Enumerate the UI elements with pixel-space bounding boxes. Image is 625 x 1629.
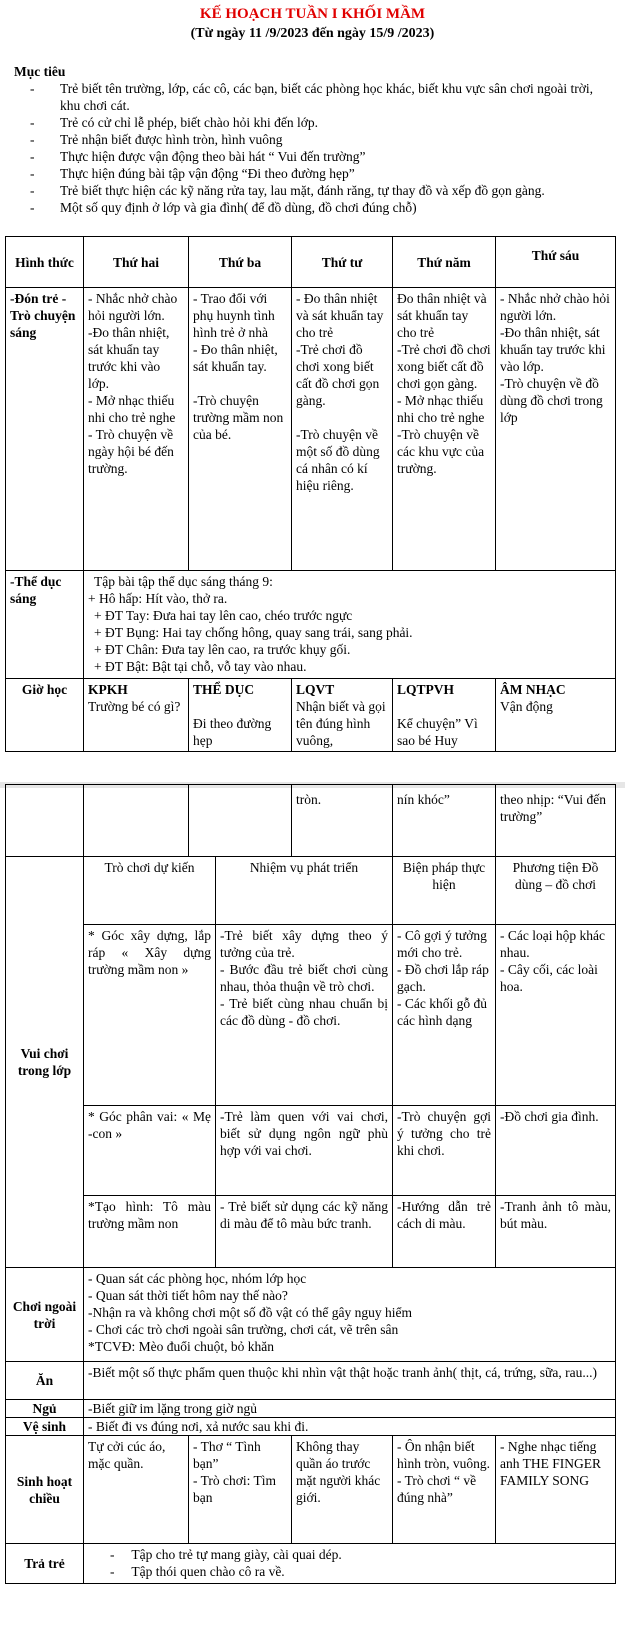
row-label-lessons: Giờ học: [6, 679, 84, 752]
plan-subtitle: (Từ ngày 11 /9/2023 đến ngày 15/9 /2023): [190, 26, 435, 41]
lesson-tuesday: [189, 679, 292, 752]
play-tools: -Đồ chơi gia đình.: [496, 1106, 616, 1196]
return-line: - Tập thói quen chào cô ra về.: [110, 1564, 285, 1579]
objective-item: - Thực hiện được vận động theo bài hát “ Vui đến trường”: [30, 148, 605, 165]
page-1: [0, 0, 625, 782]
play-method-line: - Cô gợi ý tưởng mới cho trẻ.: [397, 928, 487, 960]
header-friday: Thứ sáu: [496, 237, 616, 288]
objective-item: - Trẻ có cử chỉ lễ phép, biết chào hỏi khi đến lớp.: [30, 114, 605, 131]
eat-content: -Biết một số thực phẩm quen thuộc khi nhìn vật thật hoặc tranh ảnh( thịt, cá, trứng, sữa, rau...): [84, 1362, 616, 1400]
play-game: * Góc xây dựng, lắp ráp « Xây dựng trường mầm non »: [84, 925, 216, 1106]
objectives-list: [30, 80, 605, 216]
play-header-method: Biện pháp thực hiện: [393, 857, 496, 925]
hygiene-content: - Biết đi vs đúng nơi, xả nước sau khi đi.: [84, 1418, 616, 1436]
afternoon-wednesday: Không thay quần áo trước mặt người khác giới.: [292, 1436, 393, 1544]
welcome-thursday-line: -Trẻ chơi đồ chơi xong biết cất đồ chơi gọn gàng.: [397, 342, 491, 391]
welcome-monday: [84, 288, 189, 571]
lesson-text: Kể chuyện” Vì sao bé Huy: [397, 716, 478, 748]
lesson-subject: ÂM NHẠC: [500, 682, 566, 697]
outdoor-content: [84, 1268, 616, 1362]
play-task-line: -Trẻ biết xây dựng theo ý tưởng của trẻ.: [220, 928, 388, 960]
play-header-game: Trò chơi dự kiến: [84, 857, 216, 925]
afternoon-friday: - Nghe nhạc tiếng anh THE FINGER FAMILY SONG: [496, 1436, 616, 1544]
lesson-monday: [84, 679, 189, 752]
play-task: [216, 925, 393, 1106]
welcome-tuesday-spacer: [193, 375, 287, 392]
play-task-line: - Bước đầu trẻ biết chơi cùng nhau, thỏa thuận về trò chơi.: [220, 962, 388, 994]
play-method-line: - Các khối gỗ đủ các hình dạng: [397, 996, 487, 1028]
exercise-line: + ĐT Chân: Đưa tay lên cao, ra trước khụy gối.: [94, 642, 351, 657]
objective-item: - Trẻ biết tên trường, lớp, các cô, các bạn, biết các phòng học khác, biết khu vực sân chơi ngoài trời, khu chơi cát.: [30, 80, 605, 114]
lesson-text: Trường bé có gì?: [88, 699, 181, 714]
outdoor-line: - Chơi các trò chơi ngoài sân trường, chơi cát, vẽ trên sân: [88, 1322, 399, 1337]
exercise-line: + Hô hấp: Hít vào, thở ra.: [88, 591, 228, 606]
objective-item: - Một số quy định ở lớp và gia đình( để đồ dùng, đồ chơi đúng chỗ): [30, 199, 605, 216]
lesson-text: Vận động: [500, 699, 553, 714]
exercise-content: [84, 571, 616, 679]
row-label-eat: Ăn: [6, 1362, 84, 1400]
lesson-subject: THỂ DỤC: [193, 682, 255, 697]
row-label-play: Vui chơi trong lớp: [6, 857, 84, 1268]
lesson-cont-label: [6, 785, 84, 857]
return-line: - Tập cho trẻ tự mang giày, cài quai dép.: [110, 1547, 342, 1562]
afternoon-line: - Thơ “ Tình bạn”: [193, 1439, 261, 1471]
welcome-thursday-line: -Trò chuyện về các khu vực của trường.: [397, 427, 485, 476]
header-form: Hình thức: [6, 237, 84, 288]
welcome-wednesday-spacer: [296, 409, 388, 426]
return-content: [84, 1544, 616, 1584]
welcome-monday-line: - Nhắc nhở chào hỏi người lớn.: [88, 291, 178, 323]
lesson-subject: LQVT: [296, 682, 335, 697]
play-tools-line: - Cây cối, các loài hoa.: [500, 962, 598, 994]
welcome-tuesday: [189, 288, 292, 571]
objectives-heading: Mục tiêu: [14, 64, 66, 79]
play-game: * Góc phân vai: « Mẹ -con »: [84, 1106, 216, 1196]
afternoon-tuesday: [189, 1436, 292, 1544]
welcome-tuesday-line: -Trò chuyện trường mầm non của bé.: [193, 393, 284, 442]
return-line-text: Tập thói quen chào cô ra về.: [131, 1564, 285, 1579]
welcome-monday-line: -Đo thân nhiệt, sát khuẩn tay trước khi vào lớp.: [88, 325, 170, 391]
header-monday: Thứ hai: [84, 237, 189, 288]
afternoon-line: - Trò chơi: Tìm bạn: [193, 1473, 277, 1505]
exercise-line: Tập bài tập thể dục sáng tháng 9:: [94, 574, 273, 589]
lesson-text: Nhận biết và gọi tên đúng hình vuông,: [296, 699, 386, 748]
objective-item: - Trẻ nhận biết được hình tròn, hình vuông: [30, 131, 605, 148]
welcome-thursday: [393, 288, 496, 571]
play-task: -Trẻ làm quen với vai chơi, biết sử dụng ngôn ngữ phù hợp với vai chơi.: [216, 1106, 393, 1196]
outdoor-line: - Quan sát thời tiết hôm nay thế nào?: [88, 1288, 288, 1303]
lesson-cont-monday: [84, 785, 189, 857]
afternoon-line: - Trò chơi “ về đúng nhà”: [397, 1473, 477, 1505]
play-method-line: - Đồ chơi lắp ráp gạch.: [397, 962, 489, 994]
welcome-wednesday-line: -Trẻ chơi đồ chơi xong biết cất đồ chơi gọn gàng.: [296, 342, 380, 408]
welcome-friday: [496, 288, 616, 571]
play-method: -Hướng dẫn trẻ cách di màu.: [393, 1196, 496, 1268]
lesson-friday: [496, 679, 616, 752]
plan-title: KẾ HOẠCH TUẦN I KHỐI MẦM: [199, 6, 426, 22]
welcome-monday-line: - Mở nhạc thiếu nhi cho trẻ nghe: [88, 393, 176, 425]
play-header-task: Nhiệm vụ phát triển: [216, 857, 393, 925]
welcome-tuesday-line: - Đo thân nhiệt, sát khuẩn tay.: [193, 342, 278, 374]
header-thursday: Thứ năm: [393, 237, 496, 288]
page-2: [0, 788, 625, 1629]
lesson-cont-thursday: [393, 785, 496, 857]
row-label-hygiene: Vệ sinh: [6, 1418, 84, 1436]
exercise-line: + ĐT Bụng: Hai tay chống hông, quay sang trái, sang phải.: [94, 625, 413, 640]
objective-item: - Thực hiện đúng bài tập vận động “Đi theo đường hẹp”: [30, 165, 605, 182]
play-task: - Trẻ biết sử dụng các kỹ năng di màu để tô màu bức tranh.: [216, 1196, 393, 1268]
plan-table-part-1: [5, 236, 616, 752]
row-label-outdoor: Chơi ngoài trời: [6, 1268, 84, 1362]
exercise-line: + ĐT Tay: Đưa hai tay lên cao, chéo trước ngực: [94, 608, 353, 623]
play-tools: -Tranh ảnh tô màu, bút màu.: [496, 1196, 616, 1268]
welcome-monday-line: - Trò chuyện về ngày hội bé đến trường.: [88, 427, 174, 476]
welcome-friday-line: -Trò chuyện về đồ dùng đồ chơi trong lớp: [500, 376, 603, 425]
lesson-cont-wednesday: [292, 785, 393, 857]
afternoon-line: - Ôn nhận biết hình tròn, vuông.: [397, 1439, 490, 1471]
welcome-wednesday-line: - Đo thân nhiệt và sát khuẩn tay cho trẻ: [296, 291, 384, 340]
afternoon-thursday: [393, 1436, 496, 1544]
welcome-friday-line: -Đo thân nhiệt, sát khuẩn tay trước khi vào lớp.: [500, 325, 606, 374]
lesson-cont-friday: [496, 785, 616, 857]
lesson-text: nín khóc”: [397, 792, 450, 807]
row-label-exercise: -Thể dục sáng: [6, 571, 84, 679]
objective-item: - Trẻ biết thực hiện các kỹ năng rửa tay, lau mặt, đánh răng, tự thay đồ và xếp đồ gọn gàng.: [30, 182, 605, 199]
welcome-tuesday-line: - Trao đổi với phụ huynh tình hình trẻ ở nhà: [193, 291, 275, 340]
lesson-text: theo nhịp: “Vui đến trường”: [500, 792, 607, 824]
header-wednesday: Thứ tư: [292, 237, 393, 288]
welcome-thursday-line: - Mở nhạc thiếu nhi cho trẻ nghe: [397, 393, 485, 425]
plan-table-part-2: [5, 784, 616, 1584]
exercise-line: + ĐT Bật: Bật tại chỗ, vỗ tay vào nhau.: [94, 659, 307, 674]
play-tools-line: - Các loại hộp khác nhau.: [500, 928, 605, 960]
outdoor-line: - Quan sát các phòng học, nhóm lớp học: [88, 1271, 307, 1286]
welcome-wednesday: [292, 288, 393, 571]
lesson-text: tròn.: [296, 792, 322, 807]
outdoor-line: *TCVĐ: Mèo đuổi chuột, bỏ khăn: [88, 1339, 274, 1354]
play-header-tools: Phương tiện Đồ dùng – đồ chơi: [496, 857, 616, 925]
lesson-subject: KPKH: [88, 682, 128, 697]
header-tuesday: Thứ ba: [189, 237, 292, 288]
row-label-return: Trả trẻ: [6, 1544, 84, 1584]
row-label-welcome: -Đón trẻ -Trò chuyện sáng: [6, 288, 84, 571]
outdoor-line: -Nhận ra và không chơi một số đồ vật có thể gây nguy hiểm: [88, 1305, 412, 1320]
lesson-subject: LQTPVH: [397, 682, 455, 697]
play-tools: [496, 925, 616, 1106]
play-game: *Tạo hình: Tô màu trường mầm non: [84, 1196, 216, 1268]
lesson-thursday: [393, 679, 496, 752]
row-label-sleep: Ngủ: [6, 1400, 84, 1418]
row-label-afternoon: Sinh hoạt chiều: [6, 1436, 84, 1544]
welcome-thursday-line: Đo thân nhiệt và sát khuẩn tay cho trẻ: [397, 291, 487, 340]
welcome-wednesday-line: -Trò chuyện về một số đồ dùng cá nhân có kí hiệu riêng.: [296, 427, 380, 493]
lesson-cont-tuesday: [189, 785, 292, 857]
play-method: [393, 925, 496, 1106]
welcome-friday-line: - Nhắc nhở chào hỏi người lớn.: [500, 291, 610, 323]
play-task-line: - Trẻ biết cùng nhau chuẩn bị các đồ dùng - đồ chơi.: [220, 996, 388, 1028]
lesson-wednesday: [292, 679, 393, 752]
lesson-text: Đi theo đường hẹp: [193, 716, 272, 748]
return-line-text: Tập cho trẻ tự mang giày, cài quai dép.: [131, 1547, 342, 1562]
afternoon-monday: Tự cởi cúc áo, mặc quần.: [84, 1436, 189, 1544]
sleep-content: -Biết giữ im lặng trong giờ ngủ: [84, 1400, 616, 1418]
play-method: -Trò chuyện gợi ý tưởng cho trẻ khi chơi.: [393, 1106, 496, 1196]
